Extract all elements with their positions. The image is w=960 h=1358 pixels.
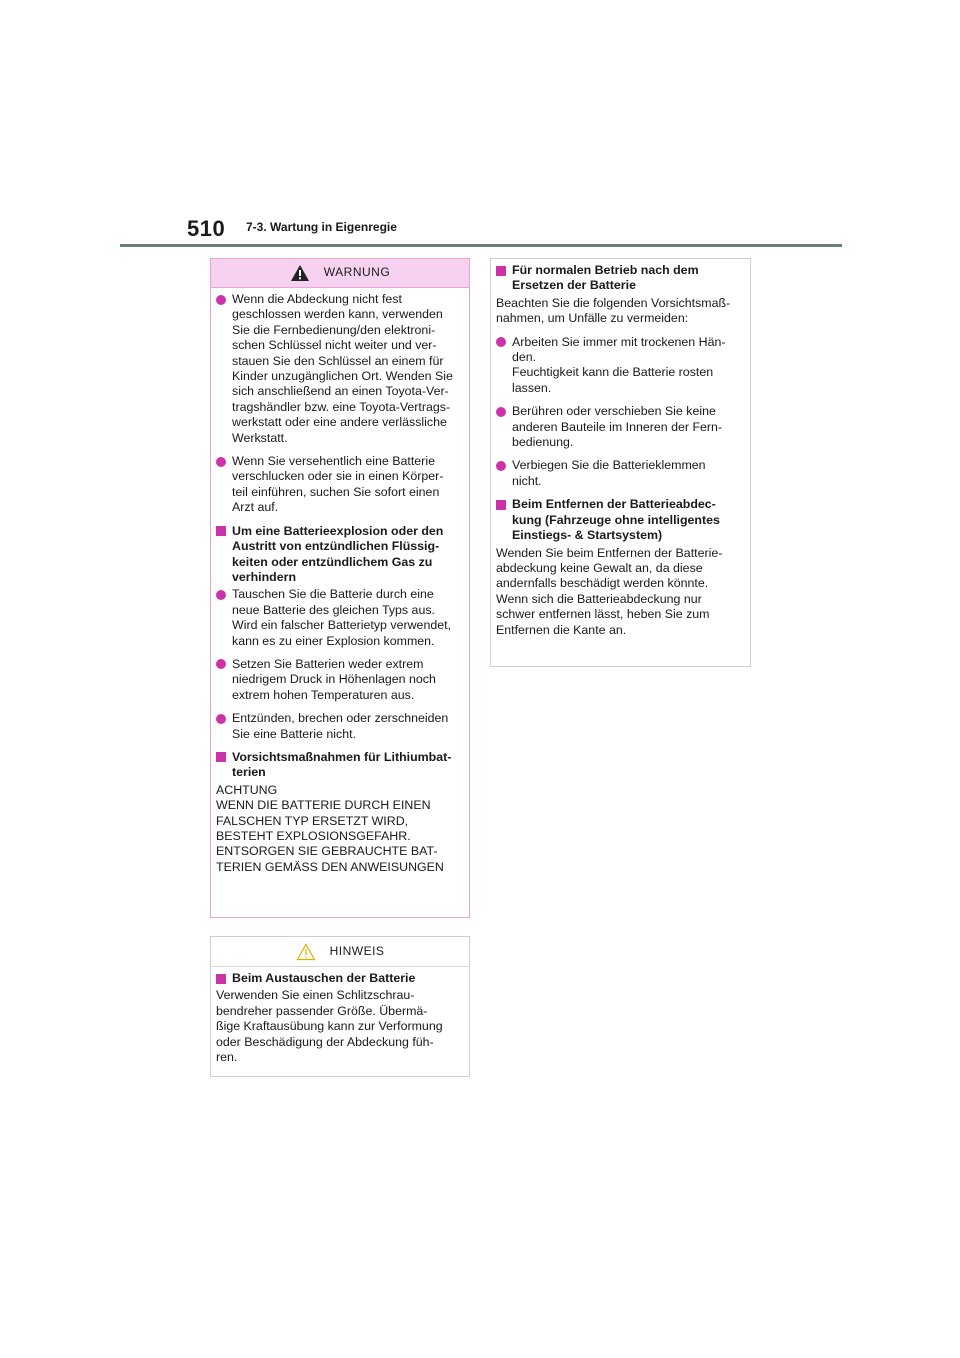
bullet-dot-icon: [216, 590, 226, 600]
subheading-text: Um eine Batterieexplosion oder den Austritt von entzündlichen Flüssig- keiten oder entzündlichem Gas zu verhindern: [232, 523, 444, 584]
subheading: [216, 750, 462, 781]
bullet-dot-icon: [216, 457, 226, 467]
bullet-dot-icon: [216, 714, 226, 724]
bullet-square-icon: [216, 974, 226, 984]
list-item: [496, 458, 743, 489]
warning-box: [210, 258, 470, 918]
list-item-text: Tauschen Sie die Batterie durch eine neue Batterie des gleichen Typs aus. Wird ein falscher Batterietyp verwendet, kann es zu einer Explosion kommen.: [232, 587, 451, 648]
warning-box-title: WARNUNG: [323, 265, 391, 280]
bullet-square-icon: [216, 752, 226, 762]
subheading: [216, 971, 462, 986]
list-item: [216, 454, 462, 516]
subheading-text: Beim Entfernen der Batterieabdec- kung (Fahrzeuge ohne intelligentes Einstiegs- & Startsystem): [512, 497, 720, 543]
list-item-text: Entzünden, brechen oder zerschneiden Sie eine Batterie nicht.: [232, 711, 449, 741]
bullet-dot-icon: [216, 659, 226, 669]
info-box: [490, 258, 751, 667]
bullet-square-icon: [496, 500, 506, 510]
bullet-square-icon: [496, 266, 506, 276]
page-number: 510: [187, 216, 226, 241]
list-item: [216, 292, 462, 446]
subheading: [496, 263, 743, 294]
bullet-dot-icon: [496, 337, 506, 347]
bullet-dot-icon: [216, 295, 226, 305]
warning-triangle-icon: [290, 264, 310, 282]
list-item: [216, 657, 462, 703]
paragraph: Beachten Sie die folgenden Vorsichtsmaß- nahmen, um Unfälle zu vermeiden:: [496, 295, 731, 326]
list-item-text: Arbeiten Sie immer mit trockenen Hän- den. Feuchtigkeit kann die Batterie rosten lassen.: [512, 334, 726, 395]
subheading-text: Beim Austauschen der Batterie: [232, 971, 416, 985]
hint-triangle-icon: [296, 943, 316, 961]
list-item-text: Setzen Sie Batterien weder extrem niedrigem Druck in Höhenlagen noch extrem hohen Temperaturen aus.: [232, 656, 436, 702]
hint-box-title: HINWEIS: [329, 943, 385, 958]
header-rule: [120, 244, 842, 247]
bullet-dot-icon: [496, 407, 506, 417]
hint-box-header: [211, 937, 469, 967]
subheading: [496, 497, 743, 543]
subheading-text: Für normalen Betrieb nach dem Ersetzen der Batterie: [512, 263, 699, 293]
subheading-text: Vorsichtsmaßnahmen für Lithiumbat- terien: [232, 749, 452, 780]
list-item-text: Berühren oder verschieben Sie keine anderen Bauteile im Inneren der Fern- bedienung.: [512, 404, 723, 450]
section-title: 7-3. Wartung in Eigenregie: [246, 220, 397, 234]
bullet-square-icon: [216, 526, 226, 536]
list-item-text: Wenn Sie versehentlich eine Batterie verschlucken oder sie in einen Körper- teil einführen, suchen Sie sofort einen Arzt auf.: [232, 454, 444, 515]
list-item-text: Verbiegen Sie die Batterieklemmen nicht.: [512, 458, 706, 488]
warning-box-header: [211, 259, 469, 288]
list-item: [496, 404, 743, 450]
paragraph: Verwenden Sie einen Schlitzschrau- bendreher passender Größe. Übermä- ßige Kraftausübung kann zur Verformung oder Beschädigung der Abdeckung füh- ren.: [216, 988, 443, 1065]
hint-box: [210, 936, 470, 1077]
paragraph: Wenden Sie beim Entfernen der Batterie- abdeckung keine Gewalt an, da diese andernfalls beschädigt werden könnte. Wenn sich die Batterieabdeckung nur schwer entfernen lässt, heben Sie zum Entfernen die Kante an.: [496, 545, 723, 637]
list-item: [496, 335, 743, 397]
caution-text: ACHTUNG WENN DIE BATTERIE DURCH EINEN FALSCHEN TYP ERSETZT WIRD, BESTEHT EXPLOSIONSGEFAHR. ENTSORGEN SIE GEBRAUCHTE BAT- TERIEN GEMÄSS DEN ANWEISUNGEN: [216, 782, 444, 874]
list-item: [216, 587, 462, 649]
list-item: [216, 711, 462, 742]
bullet-dot-icon: [496, 461, 506, 471]
list-item-text: Wenn die Abdeckung nicht fest geschlossen werden kann, verwenden Sie die Fernbedienung/den elektroni- schen Schlüssel nicht weiter und ver- stauen Sie den Schlüssel an einem für Kinder unzugänglichen Ort. Wenden Sie sich anschließend an einen Toyota-Ver- tragshändler bzw. eine Toyota-Vertrags- werkstatt oder eine andere verlässliche Werkstatt.: [232, 292, 453, 445]
subheading: [216, 524, 462, 586]
